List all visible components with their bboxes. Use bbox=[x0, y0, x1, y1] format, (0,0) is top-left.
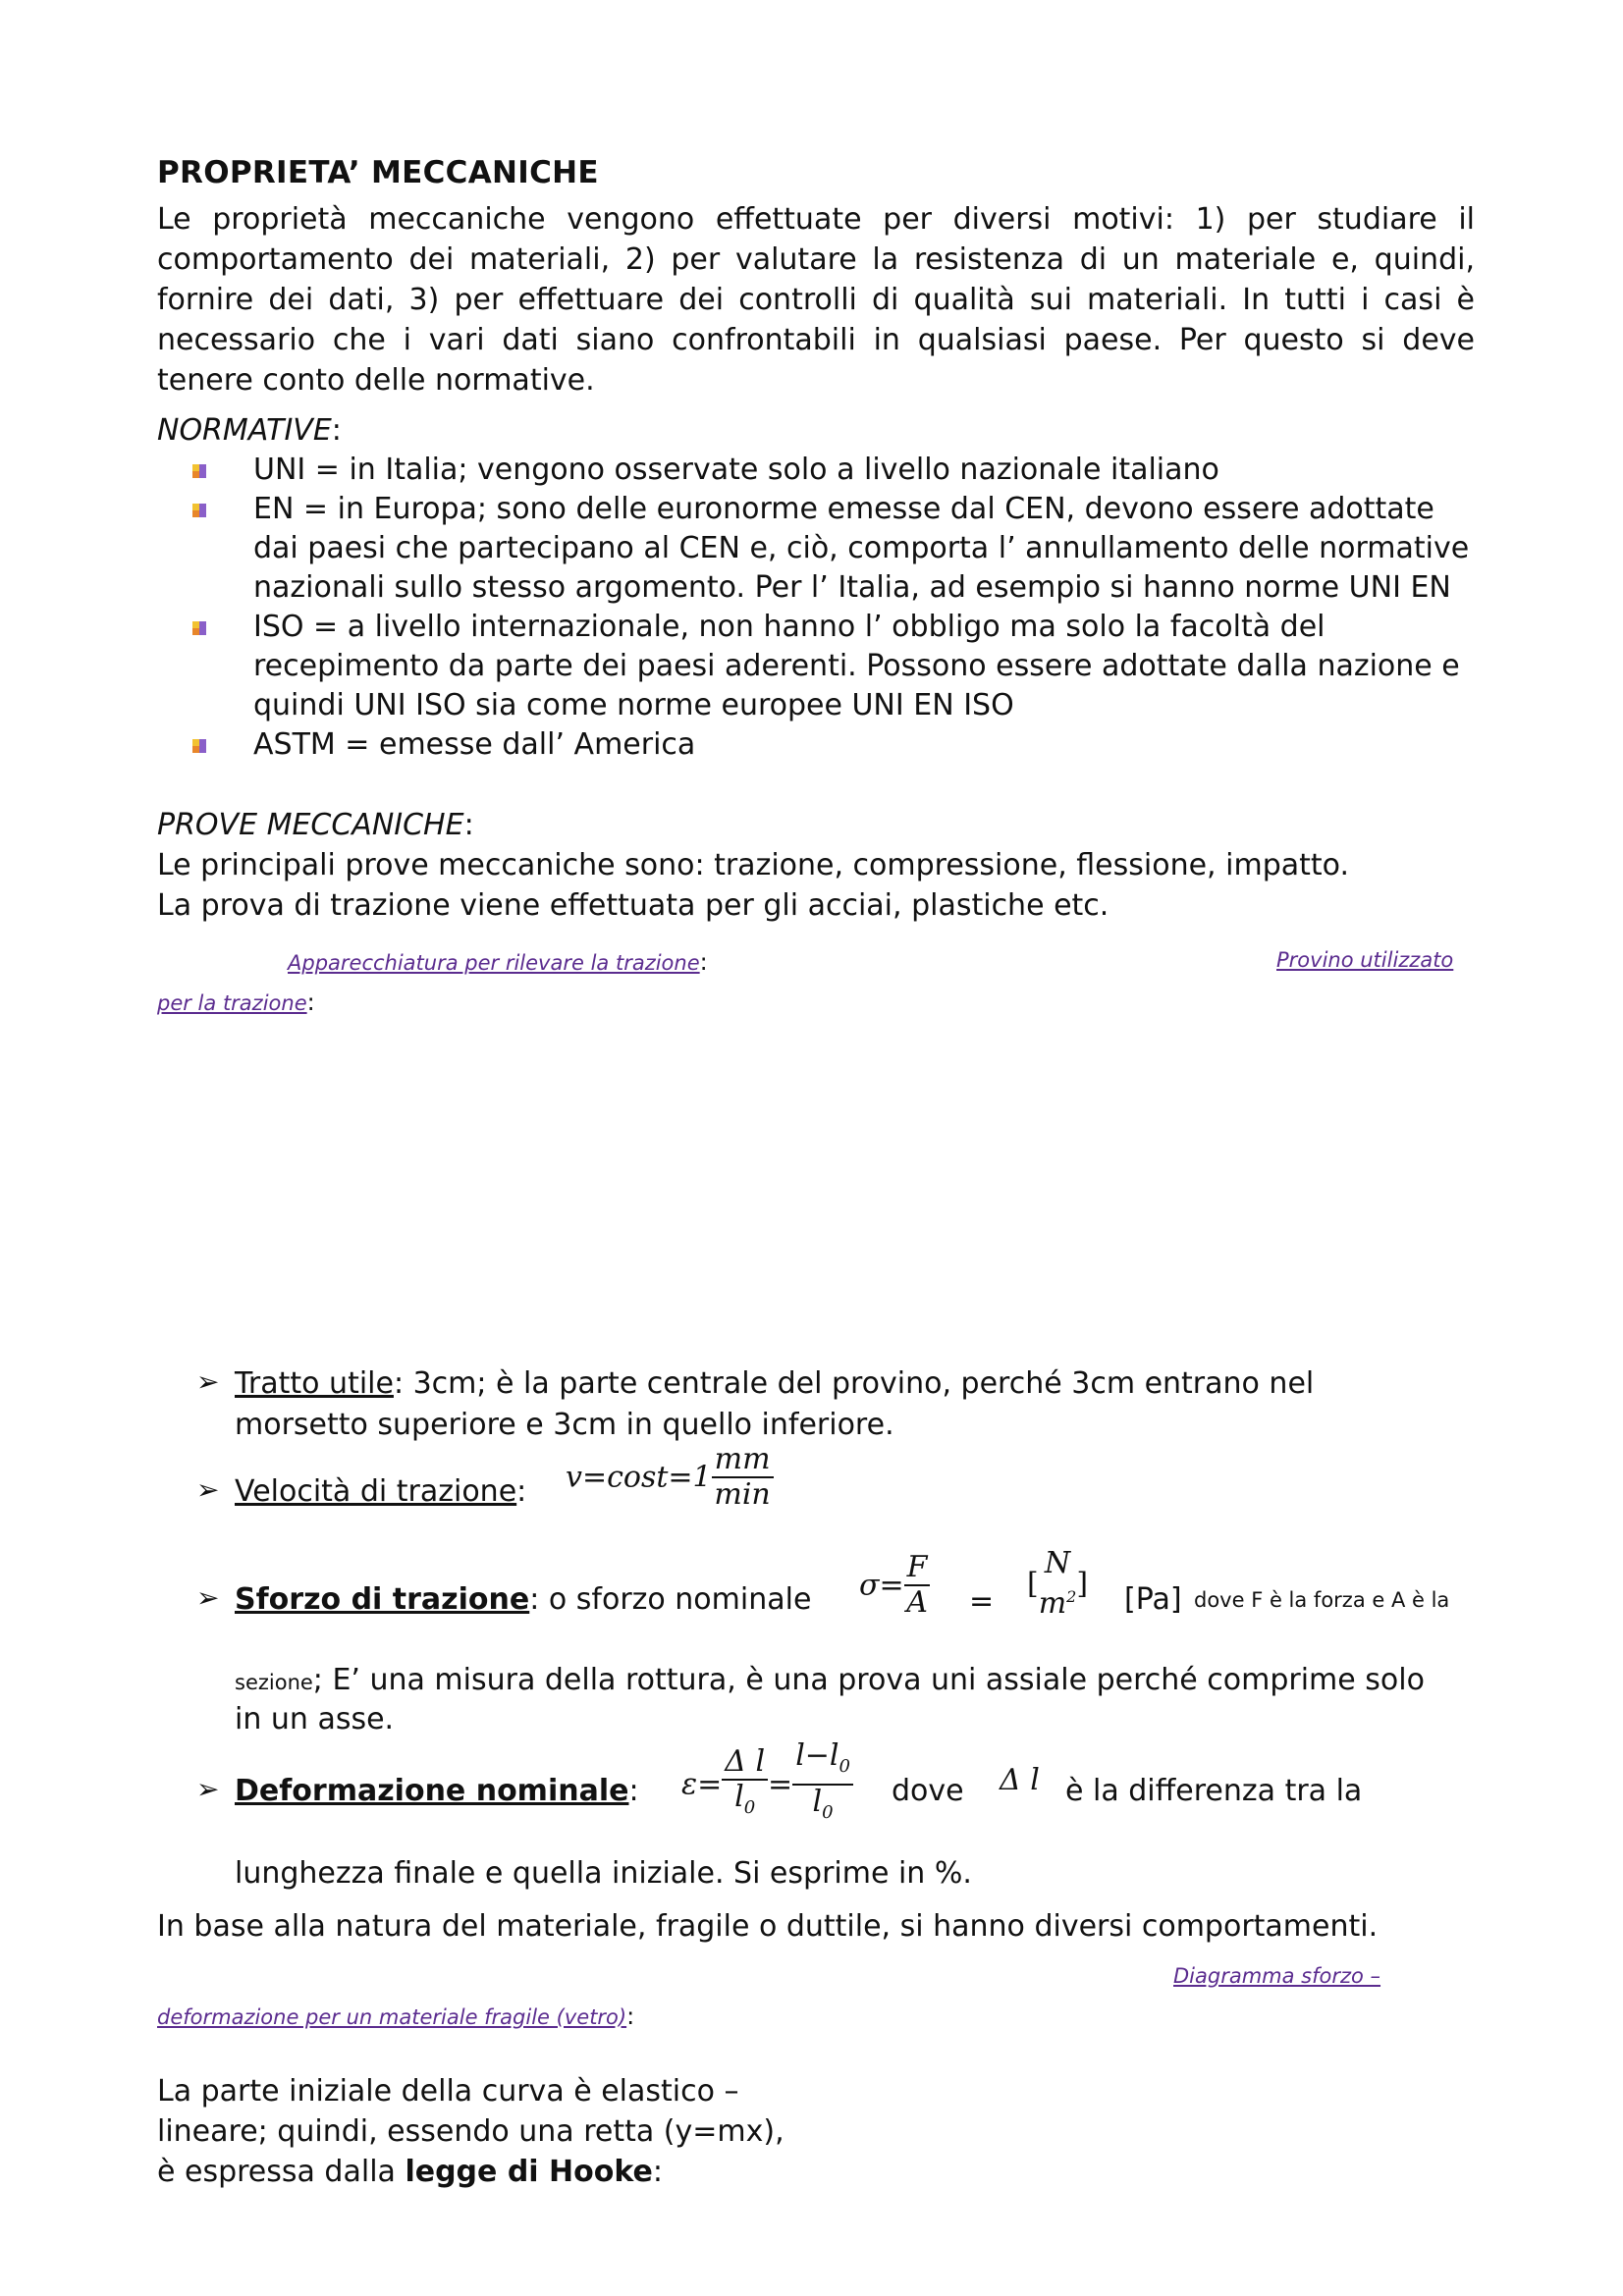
hooke-line-2: lineare; quindi, essendo una retta (y=mx), bbox=[157, 2114, 784, 2149]
arrow-bullet-icon: ➢ bbox=[196, 1773, 220, 1805]
bullet-icon bbox=[192, 621, 206, 635]
sforzo-equals: = bbox=[969, 1584, 995, 1619]
list-item: ASTM = emesse dall’ America bbox=[157, 725, 1478, 765]
caption-provino[interactable]: Provino utilizzato bbox=[1276, 948, 1454, 972]
arrow-bullet-icon: ➢ bbox=[196, 1581, 220, 1614]
list-item: ISO = a livello internazionale, non hanno l’ obbligo ma solo la facoltà del recepimento da parte dei paesi aderenti. Possono essere adottate dalla nazione e quindi UNI ISO sia come norme europee UNI EN ISO bbox=[157, 608, 1478, 725]
arrow-bullet-icon: ➢ bbox=[196, 1365, 220, 1398]
caption-diagramma[interactable]: Diagramma sforzo – bbox=[1173, 1964, 1381, 1988]
page-title: PROPRIETA’ MECCANICHE bbox=[157, 155, 599, 190]
sforzo-note: dove F è la forza e A è la bbox=[1194, 1588, 1450, 1612]
hooke-line-3: è espressa dalla legge di Hooke: bbox=[157, 2155, 663, 2189]
prove-line-1: Le principali prove meccaniche sono: trazione, compressione, flessione, impatto. bbox=[157, 848, 1350, 882]
hooke-line-1: La parte iniziale della curva è elastico – bbox=[157, 2074, 739, 2109]
deformazione-formula: ε= $\frac{\text{Δ l}}{l_0}$ = $\frac{l-l_0}{l_0}$ bbox=[681, 1739, 853, 1830]
sforzo-formula: σ= $\frac{F}{A}$ bbox=[859, 1551, 930, 1620]
bullet-icon bbox=[192, 464, 206, 478]
deformazione-text: è la differenza tra la bbox=[1065, 1774, 1363, 1808]
velocita-formula: v=cost=1 $\frac{mm}{\min}$ bbox=[566, 1443, 774, 1512]
caption-diagramma-cont[interactable]: deformazione per un materiale fragile (vetro): bbox=[157, 2002, 635, 2030]
normative-heading: NORMATIVE: bbox=[157, 413, 342, 448]
deformazione-cont: lunghezza finale e quella iniziale. Si esprime in %. bbox=[235, 1856, 972, 1891]
sforzo-cont-1: sezione; E’ una misura della rottura, è una prova uni assiale perché comprime solo bbox=[235, 1663, 1425, 1697]
deformazione-label: Deformazione nominale: bbox=[235, 1774, 639, 1808]
sforzo-pa: [Pa] bbox=[1124, 1582, 1182, 1617]
list-item: UNI = in Italia; vengono osservate solo a livello nazionale italiano bbox=[157, 451, 1478, 490]
sforzo-label: Sforzo di trazione: o sforzo nominale bbox=[235, 1582, 812, 1617]
bullet-icon bbox=[192, 739, 206, 753]
caption-apparecchiatura[interactable]: Apparecchiatura per rilevare la trazione: bbox=[288, 948, 708, 976]
tratto-line-1: Tratto utile: 3cm; è la parte centrale del provino, perché 3cm entrano nel bbox=[235, 1366, 1315, 1401]
prove-line-2: La prova di trazione viene effettuata per gli acciai, plastiche etc. bbox=[157, 888, 1109, 923]
velocita-label: Velocità di trazione: bbox=[235, 1474, 527, 1509]
normative-list bbox=[157, 451, 1478, 765]
deformazione-delta: Δ l bbox=[1000, 1763, 1040, 1797]
sforzo-cont-2: in un asse. bbox=[235, 1702, 395, 1736]
sforzo-unit: [ N $m^2$ ] bbox=[1027, 1546, 1089, 1621]
arrow-bullet-icon: ➢ bbox=[196, 1473, 220, 1506]
bullet-icon bbox=[192, 504, 206, 517]
caption-provino-cont[interactable]: per la trazione: bbox=[157, 988, 315, 1016]
deformazione-dove: dove bbox=[892, 1774, 964, 1808]
intro-paragraph: Le proprietà meccaniche vengono effettuate per diversi motivi: 1) per studiare il comportamento dei materiali, 2) per valutare la resistenza di un materiale e, quindi, fornire dei dati, 3) per effettuare dei controlli di qualità sui materiali. In tutti i casi è necessario che i vari dati siano confrontabili in qualsiasi paese. Per questo si deve tenere conto delle normative. bbox=[157, 202, 1475, 398]
prove-heading: PROVE MECCANICHE: bbox=[157, 808, 474, 842]
tratto-line-2: morsetto superiore e 3cm in quello inferiore. bbox=[235, 1408, 894, 1442]
natura-paragraph: In base alla natura del materiale, fragile o duttile, si hanno diversi comportamenti. bbox=[157, 1909, 1379, 1944]
list-item: EN = in Europa; sono delle euronorme emesse dal CEN, devono essere adottate dai paesi che partecipano al CEN e, ciò, comporta l’ annullamento delle normative nazionali sullo stesso argomento. Per l’ Italia, ad esempio si hanno norme UNI EN bbox=[157, 490, 1478, 608]
